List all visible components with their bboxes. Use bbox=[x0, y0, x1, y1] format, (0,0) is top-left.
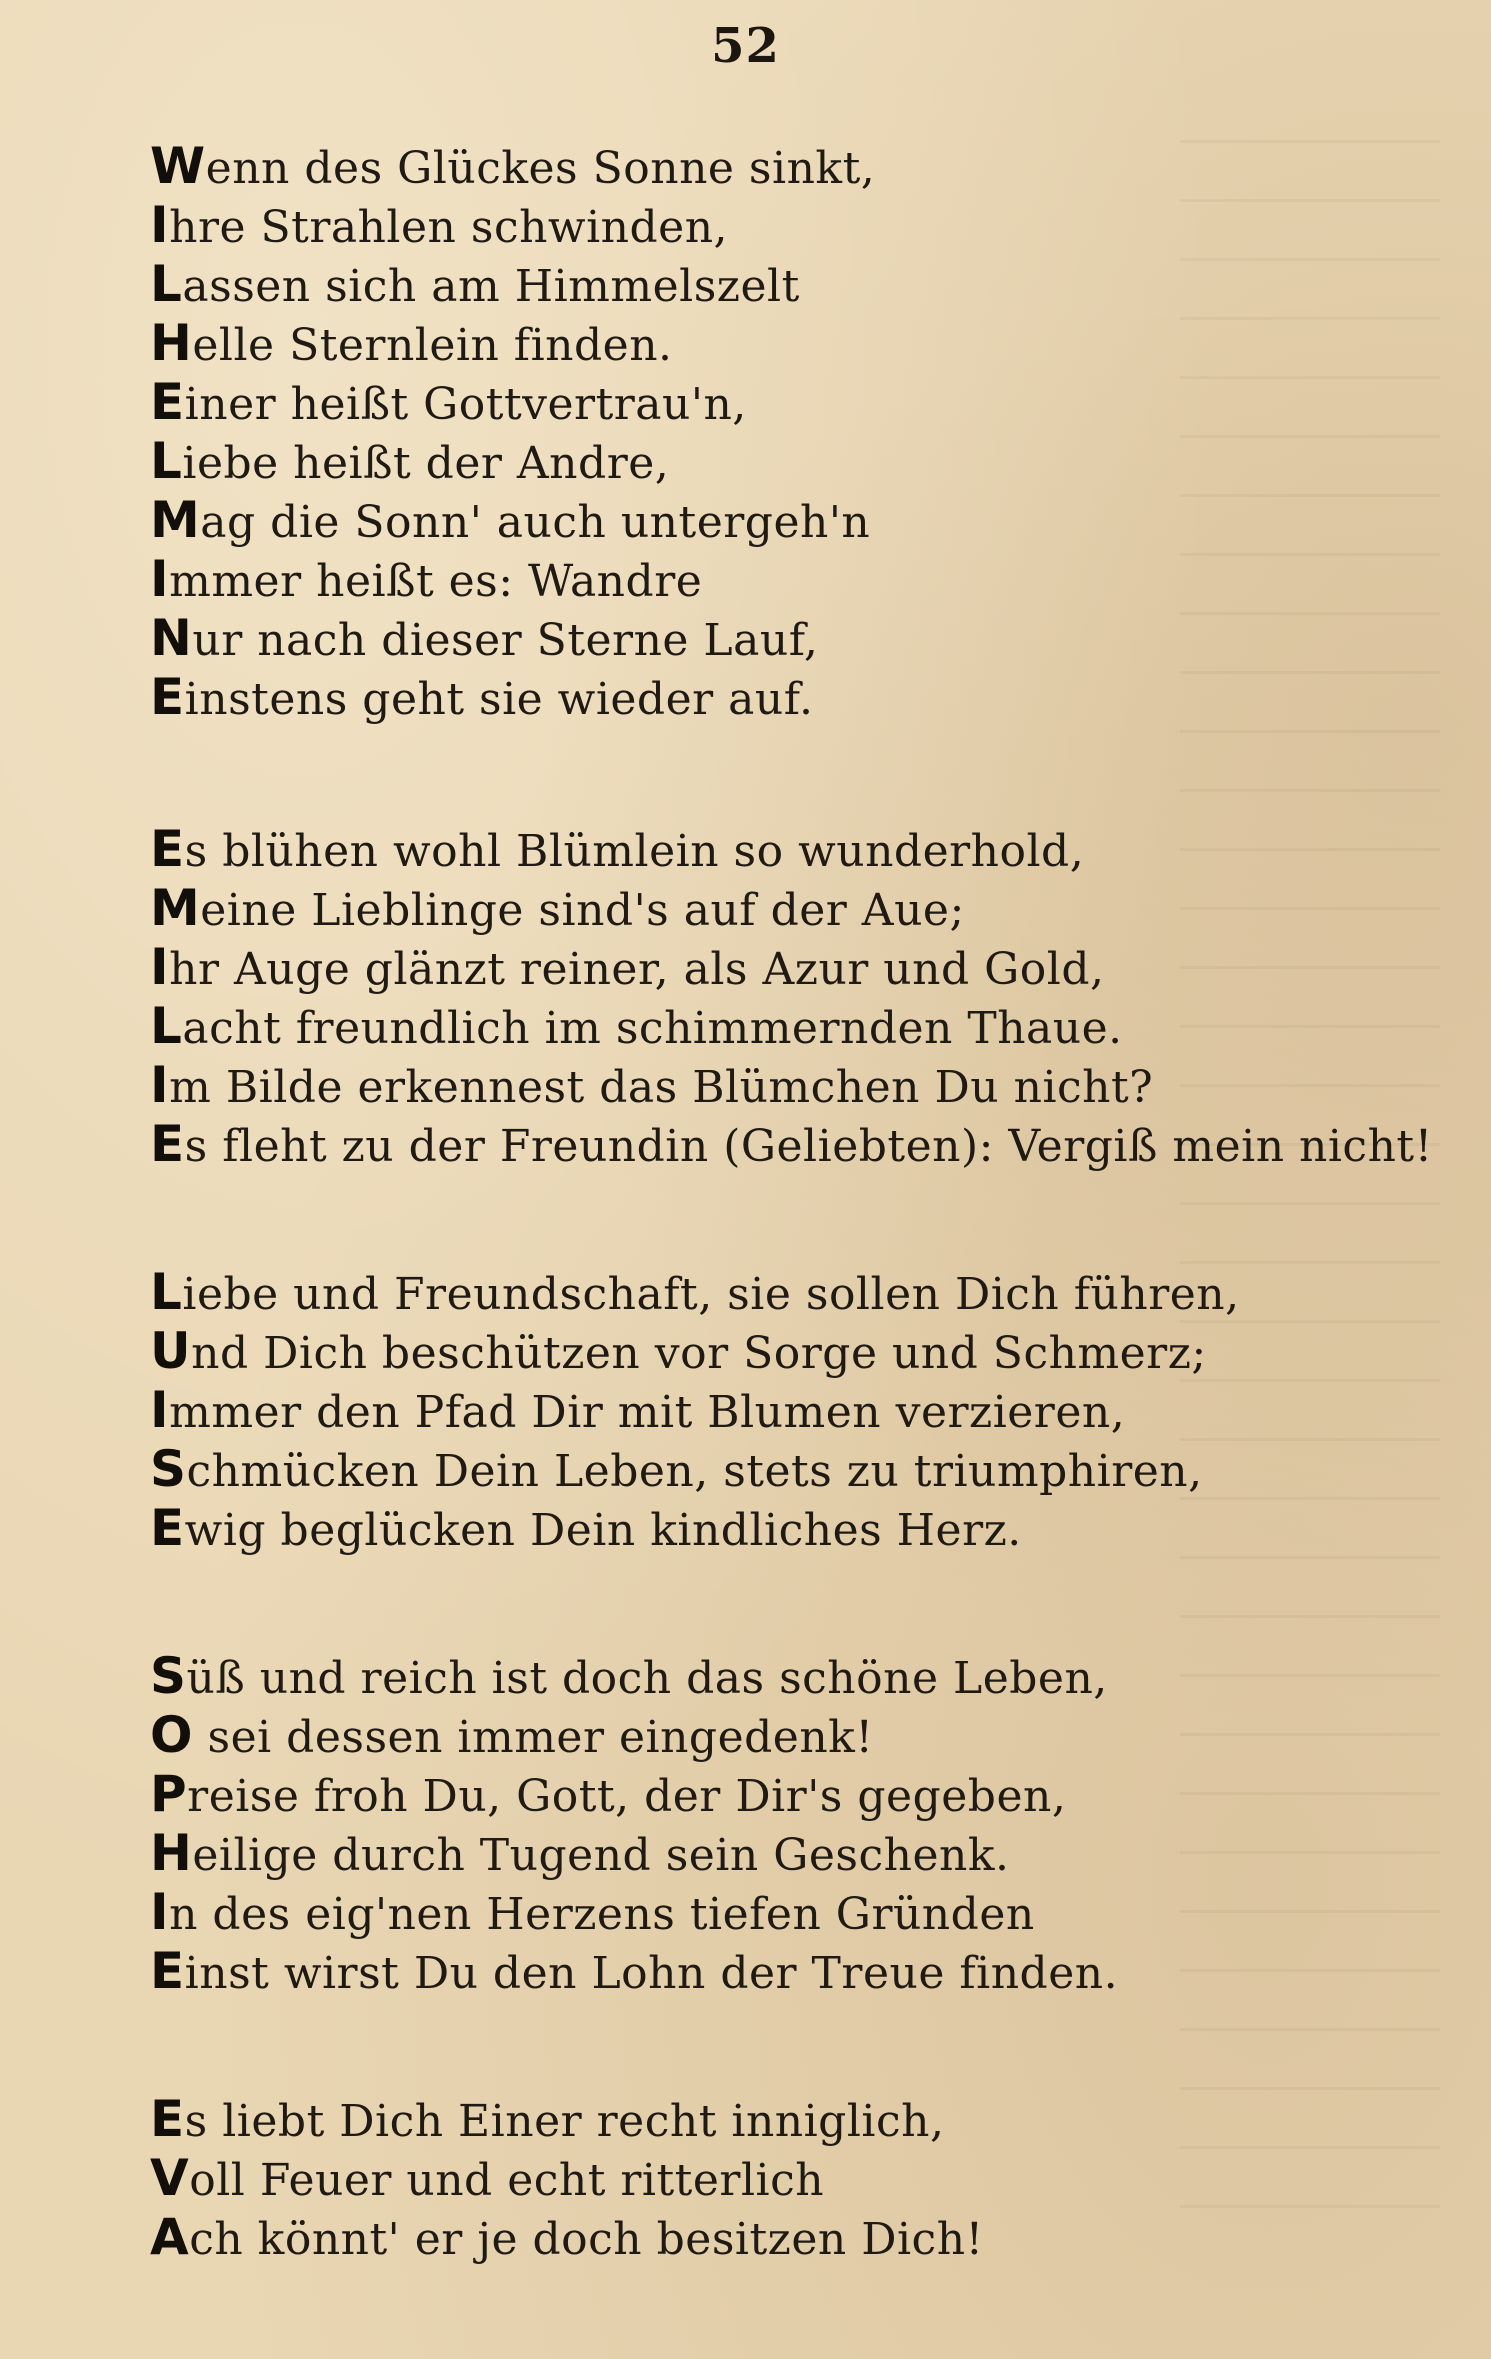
poem-line bbox=[150, 255, 1400, 314]
poem-line bbox=[150, 491, 1400, 550]
line-initial: O bbox=[150, 1706, 194, 1764]
line-initial: E bbox=[150, 1499, 185, 1557]
line-initial: L bbox=[150, 1263, 183, 1321]
poem-line bbox=[150, 820, 1400, 879]
line-initial: E bbox=[150, 2090, 185, 2148]
poem-line bbox=[150, 432, 1400, 491]
line-initial: N bbox=[150, 609, 193, 667]
poem-line bbox=[150, 1056, 1400, 1115]
stanza-1 bbox=[150, 137, 1400, 727]
line-initial: I bbox=[150, 550, 170, 608]
line-initial: I bbox=[150, 938, 170, 996]
line-initial: M bbox=[150, 491, 201, 549]
line-text: wig beglücken Dein kindliches Herz. bbox=[184, 1505, 1022, 1556]
line-text: s blühen wohl Blümlein so wunderhold, bbox=[184, 826, 1085, 877]
line-text: elle Sternlein finden. bbox=[192, 320, 673, 371]
line-initial: L bbox=[150, 997, 183, 1055]
poem-line bbox=[150, 2149, 1400, 2208]
poem-line bbox=[150, 1824, 1400, 1883]
line-initial: L bbox=[150, 432, 183, 490]
line-text: inst wirst Du den Lohn der Treue finden. bbox=[184, 1948, 1119, 1999]
line-text: reise froh Du, Gott, der Dir's gegeben, bbox=[187, 1771, 1067, 1822]
line-text: mmer heißt es: Wandre bbox=[169, 556, 703, 607]
line-text: üß und reich ist doch das schöne Leben, bbox=[186, 1653, 1108, 1704]
poem-line bbox=[150, 373, 1400, 432]
line-text: assen sich am Himmelszelt bbox=[182, 261, 800, 312]
line-text: iebe und Freundschaft, sie sollen Dich führen, bbox=[182, 1269, 1240, 1320]
line-initial: W bbox=[150, 137, 206, 195]
line-text: chmücken Dein Leben, stets zu triumphiren, bbox=[186, 1446, 1203, 1497]
poem-line bbox=[150, 938, 1400, 997]
line-initial: I bbox=[150, 1056, 170, 1114]
line-initial: E bbox=[150, 373, 185, 431]
line-text: iner heißt Gottvertrau'n, bbox=[184, 379, 747, 430]
line-initial: S bbox=[150, 1440, 187, 1498]
poem-line bbox=[150, 1647, 1400, 1706]
line-text: hr Auge glänzt reiner, als Azur und Gold, bbox=[169, 944, 1105, 995]
line-initial: I bbox=[150, 196, 170, 254]
stanza-4 bbox=[150, 1647, 1400, 2001]
poem-line bbox=[150, 609, 1400, 668]
line-text: sei dessen immer eingedenk! bbox=[193, 1712, 874, 1763]
line-text: ch könnt' er je doch besitzen Dich! bbox=[189, 2214, 984, 2265]
line-initial: P bbox=[150, 1765, 188, 1823]
line-initial: E bbox=[150, 1942, 185, 2000]
poem-line bbox=[150, 1883, 1400, 1942]
poem-line bbox=[150, 1115, 1433, 1174]
poem-line bbox=[150, 1322, 1400, 1381]
line-initial: E bbox=[150, 1115, 185, 1173]
stanza-3 bbox=[150, 1263, 1400, 1558]
line-text: oll Feuer und echt ritterlich bbox=[189, 2155, 825, 2206]
line-initial: I bbox=[150, 1381, 170, 1439]
poem-line bbox=[150, 1381, 1400, 1440]
line-initial: S bbox=[150, 1647, 187, 1705]
poem-line bbox=[150, 196, 1400, 255]
line-initial: E bbox=[150, 668, 185, 726]
poem-line bbox=[150, 668, 1400, 727]
page-number: 52 bbox=[711, 18, 780, 74]
line-text: n des eig'nen Herzens tiefen Gründen bbox=[169, 1889, 1035, 1940]
stanza-2 bbox=[150, 820, 1433, 1174]
line-initial: A bbox=[150, 2208, 190, 2266]
poem-line bbox=[150, 2208, 1400, 2267]
line-text: instens geht sie wieder auf. bbox=[184, 674, 814, 725]
poem-line bbox=[150, 1499, 1400, 1558]
poem-line bbox=[150, 1263, 1400, 1322]
line-text: m Bilde erkennest das Blümchen Du nicht? bbox=[169, 1062, 1154, 1113]
line-initial: H bbox=[150, 314, 193, 372]
poem-line bbox=[150, 137, 1400, 196]
poem-line bbox=[150, 550, 1400, 609]
line-text: acht freundlich im schimmernden Thaue. bbox=[182, 1003, 1123, 1054]
line-text: ur nach dieser Sterne Lauf, bbox=[192, 615, 819, 666]
line-text: ag die Sonn' auch untergeh'n bbox=[200, 497, 871, 548]
poem-line bbox=[150, 1706, 1400, 1765]
line-text: s liebt Dich Einer recht inniglich, bbox=[184, 2096, 945, 2147]
line-text: iebe heißt der Andre, bbox=[182, 438, 670, 489]
line-text: eine Lieblinge sind's auf der Aue; bbox=[200, 885, 965, 936]
line-initial: I bbox=[150, 1883, 170, 1941]
line-text: eilige durch Tugend sein Geschenk. bbox=[192, 1830, 1010, 1881]
line-text: enn des Glückes Sonne sinkt, bbox=[205, 143, 876, 194]
line-initial: H bbox=[150, 1824, 193, 1882]
line-initial: E bbox=[150, 820, 185, 878]
line-initial: L bbox=[150, 255, 183, 313]
poem-line bbox=[150, 1765, 1400, 1824]
poem-line bbox=[150, 314, 1400, 373]
poem-line bbox=[150, 997, 1400, 1056]
poem-line bbox=[150, 1942, 1400, 2001]
poem-line bbox=[150, 2090, 1400, 2149]
line-text: mmer den Pfad Dir mit Blumen verzieren, bbox=[169, 1387, 1126, 1438]
poem-line bbox=[150, 1440, 1400, 1499]
line-initial: U bbox=[150, 1322, 192, 1380]
stanza-5 bbox=[150, 2090, 1400, 2267]
line-initial: M bbox=[150, 879, 201, 937]
line-text: s fleht zu der Freundin (Geliebten): Vergiß mein nicht! bbox=[184, 1121, 1433, 1172]
line-initial: V bbox=[150, 2149, 190, 2207]
line-text: hre Strahlen schwinden, bbox=[169, 202, 729, 253]
poem-line bbox=[150, 879, 1400, 938]
line-text: nd Dich beschützen vor Sorge und Schmerz; bbox=[191, 1328, 1207, 1379]
